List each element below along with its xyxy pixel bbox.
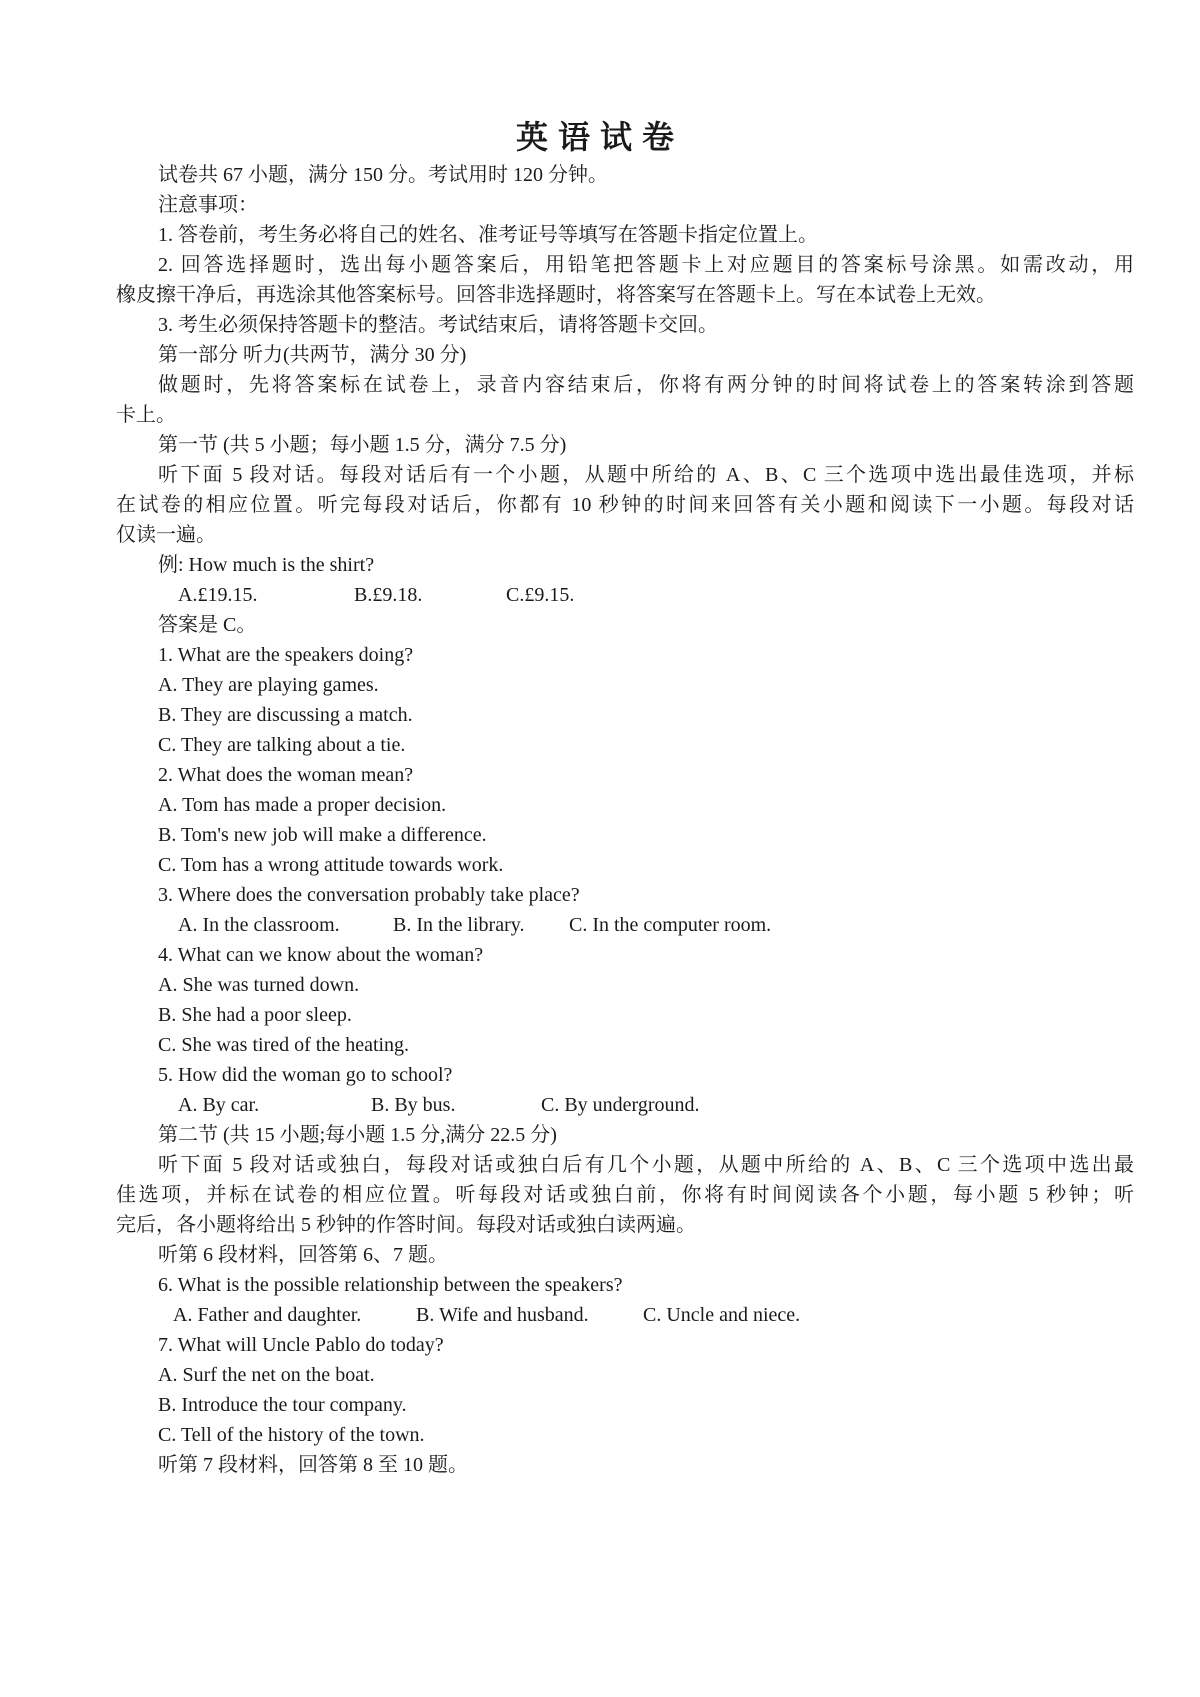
question-7-stem: 7. What will Uncle Pablo do today? (158, 1334, 444, 1356)
question-2-option-a: A. Tom has made a proper decision. (158, 794, 447, 816)
question-5-stem: 5. How did the woman go to school? (158, 1064, 453, 1086)
section1-instruction-line-1: 听下面 5 段对话。每段对话后有一个小题，从题中所给的 A、B、C 三个选项中选出最佳选项，并标 (158, 464, 1134, 486)
notice-item-2-line-2: 橡皮擦干净后，再选涂其他答案标号。回答非选择题时，将答案写在答题卡上。写在本试卷上无效。 (116, 284, 996, 306)
question-6-stem: 6. What is the possible relationship between the speakers? (158, 1274, 623, 1296)
question-1-option-b: B. They are discussing a match. (158, 704, 413, 726)
question-1-stem: 1. What are the speakers doing? (158, 644, 414, 666)
question-3-option-c: C. In the computer room. (569, 914, 772, 936)
part1-heading: 第一部分 听力(共两节，满分 30 分) (158, 344, 467, 366)
part1-instruction-line-1: 做题时，先将答案标在试卷上，录音内容结束后，你将有两分钟的时间将试卷上的答案转涂到答题 (158, 374, 1134, 396)
notice-item-3: 3. 考生必须保持答题卡的整洁。考试结束后，请将答题卡交回。 (158, 314, 718, 336)
question-5-option-a: A. By car. (178, 1094, 260, 1116)
notice-heading: 注意事项： (158, 194, 258, 216)
question-5-option-c: C. By underground. (541, 1094, 700, 1116)
example-option-a: A.£19.15. (178, 584, 258, 606)
material-6-heading: 听第 6 段材料，回答第 6、7 题。 (158, 1244, 448, 1266)
section2-instruction-line-1: 听下面 5 段对话或独白，每段对话或独白后有几个小题，从题中所给的 A、B、C 三个选项中选出最 (158, 1154, 1134, 1176)
section2-heading: 第二节 (共 15 小题;每小题 1.5 分,满分 22.5 分) (158, 1124, 557, 1146)
question-2-option-b: B. Tom's new job will make a difference. (158, 824, 487, 846)
question-7-option-b: B. Introduce the tour company. (158, 1394, 407, 1416)
question-7-option-c: C. Tell of the history of the town. (158, 1424, 425, 1446)
example-option-c: C.£9.15. (506, 584, 575, 606)
notice-item-2-line-1: 2. 回答选择题时，选出每小题答案后，用铅笔把答题卡上对应题目的答案标号涂黑。如需改动，用 (158, 254, 1134, 276)
part1-instruction-line-2: 卡上。 (116, 404, 176, 426)
question-2-option-c: C. Tom has a wrong attitude towards work. (158, 854, 504, 876)
example-question: 例: How much is the shirt? (158, 554, 375, 576)
section1-instruction-line-2: 在试卷的相应位置。听完每段对话后，你都有 10 秒钟的时间来回答有关小题和阅读下一小题。每段对话 (116, 494, 1134, 516)
question-1-option-a: A. They are playing games. (158, 674, 379, 696)
question-4-stem: 4. What can we know about the woman? (158, 944, 484, 966)
question-6-option-c: C. Uncle and niece. (643, 1304, 801, 1326)
question-5-option-b: B. By bus. (371, 1094, 456, 1116)
question-6-option-b: B. Wife and husband. (416, 1304, 589, 1326)
question-3-option-b: B. In the library. (393, 914, 525, 936)
section1-heading: 第一节 (共 5 小题；每小题 1.5 分，满分 7.5 分) (158, 434, 567, 456)
page-title: 英语试卷 (515, 118, 684, 156)
question-4-option-b: B. She had a poor sleep. (158, 1004, 352, 1026)
question-4-option-a: A. She was turned down. (158, 974, 360, 996)
section2-instruction-line-2: 佳选项，并标在试卷的相应位置。听每段对话或独白前，你将有时间阅读各个小题，每小题 5 秒钟；听 (116, 1184, 1134, 1206)
exam-summary: 试卷共 67 小题，满分 150 分。考试用时 120 分钟。 (158, 164, 608, 186)
question-3-stem: 3. Where does the conversation probably take place? (158, 884, 580, 906)
example-answer: 答案是 C。 (158, 614, 257, 636)
question-2-stem: 2. What does the woman mean? (158, 764, 414, 786)
section2-instruction-line-3: 完后，各小题将给出 5 秒钟的作答时间。每段对话或独白读两遍。 (116, 1214, 696, 1236)
question-7-option-a: A. Surf the net on the boat. (158, 1364, 375, 1386)
example-option-b: B.£9.18. (354, 584, 423, 606)
question-6-option-a: A. Father and daughter. (173, 1304, 362, 1326)
question-3-option-a: A. In the classroom. (178, 914, 340, 936)
material-7-heading: 听第 7 段材料，回答第 8 至 10 题。 (158, 1454, 468, 1476)
section1-instruction-line-3: 仅读一遍。 (116, 524, 216, 546)
notice-item-1: 1. 答卷前，考生务必将自己的姓名、准考证号等填写在答题卡指定位置上。 (158, 224, 818, 246)
question-4-option-c: C. She was tired of the heating. (158, 1034, 410, 1056)
question-1-option-c: C. They are talking about a tie. (158, 734, 406, 756)
